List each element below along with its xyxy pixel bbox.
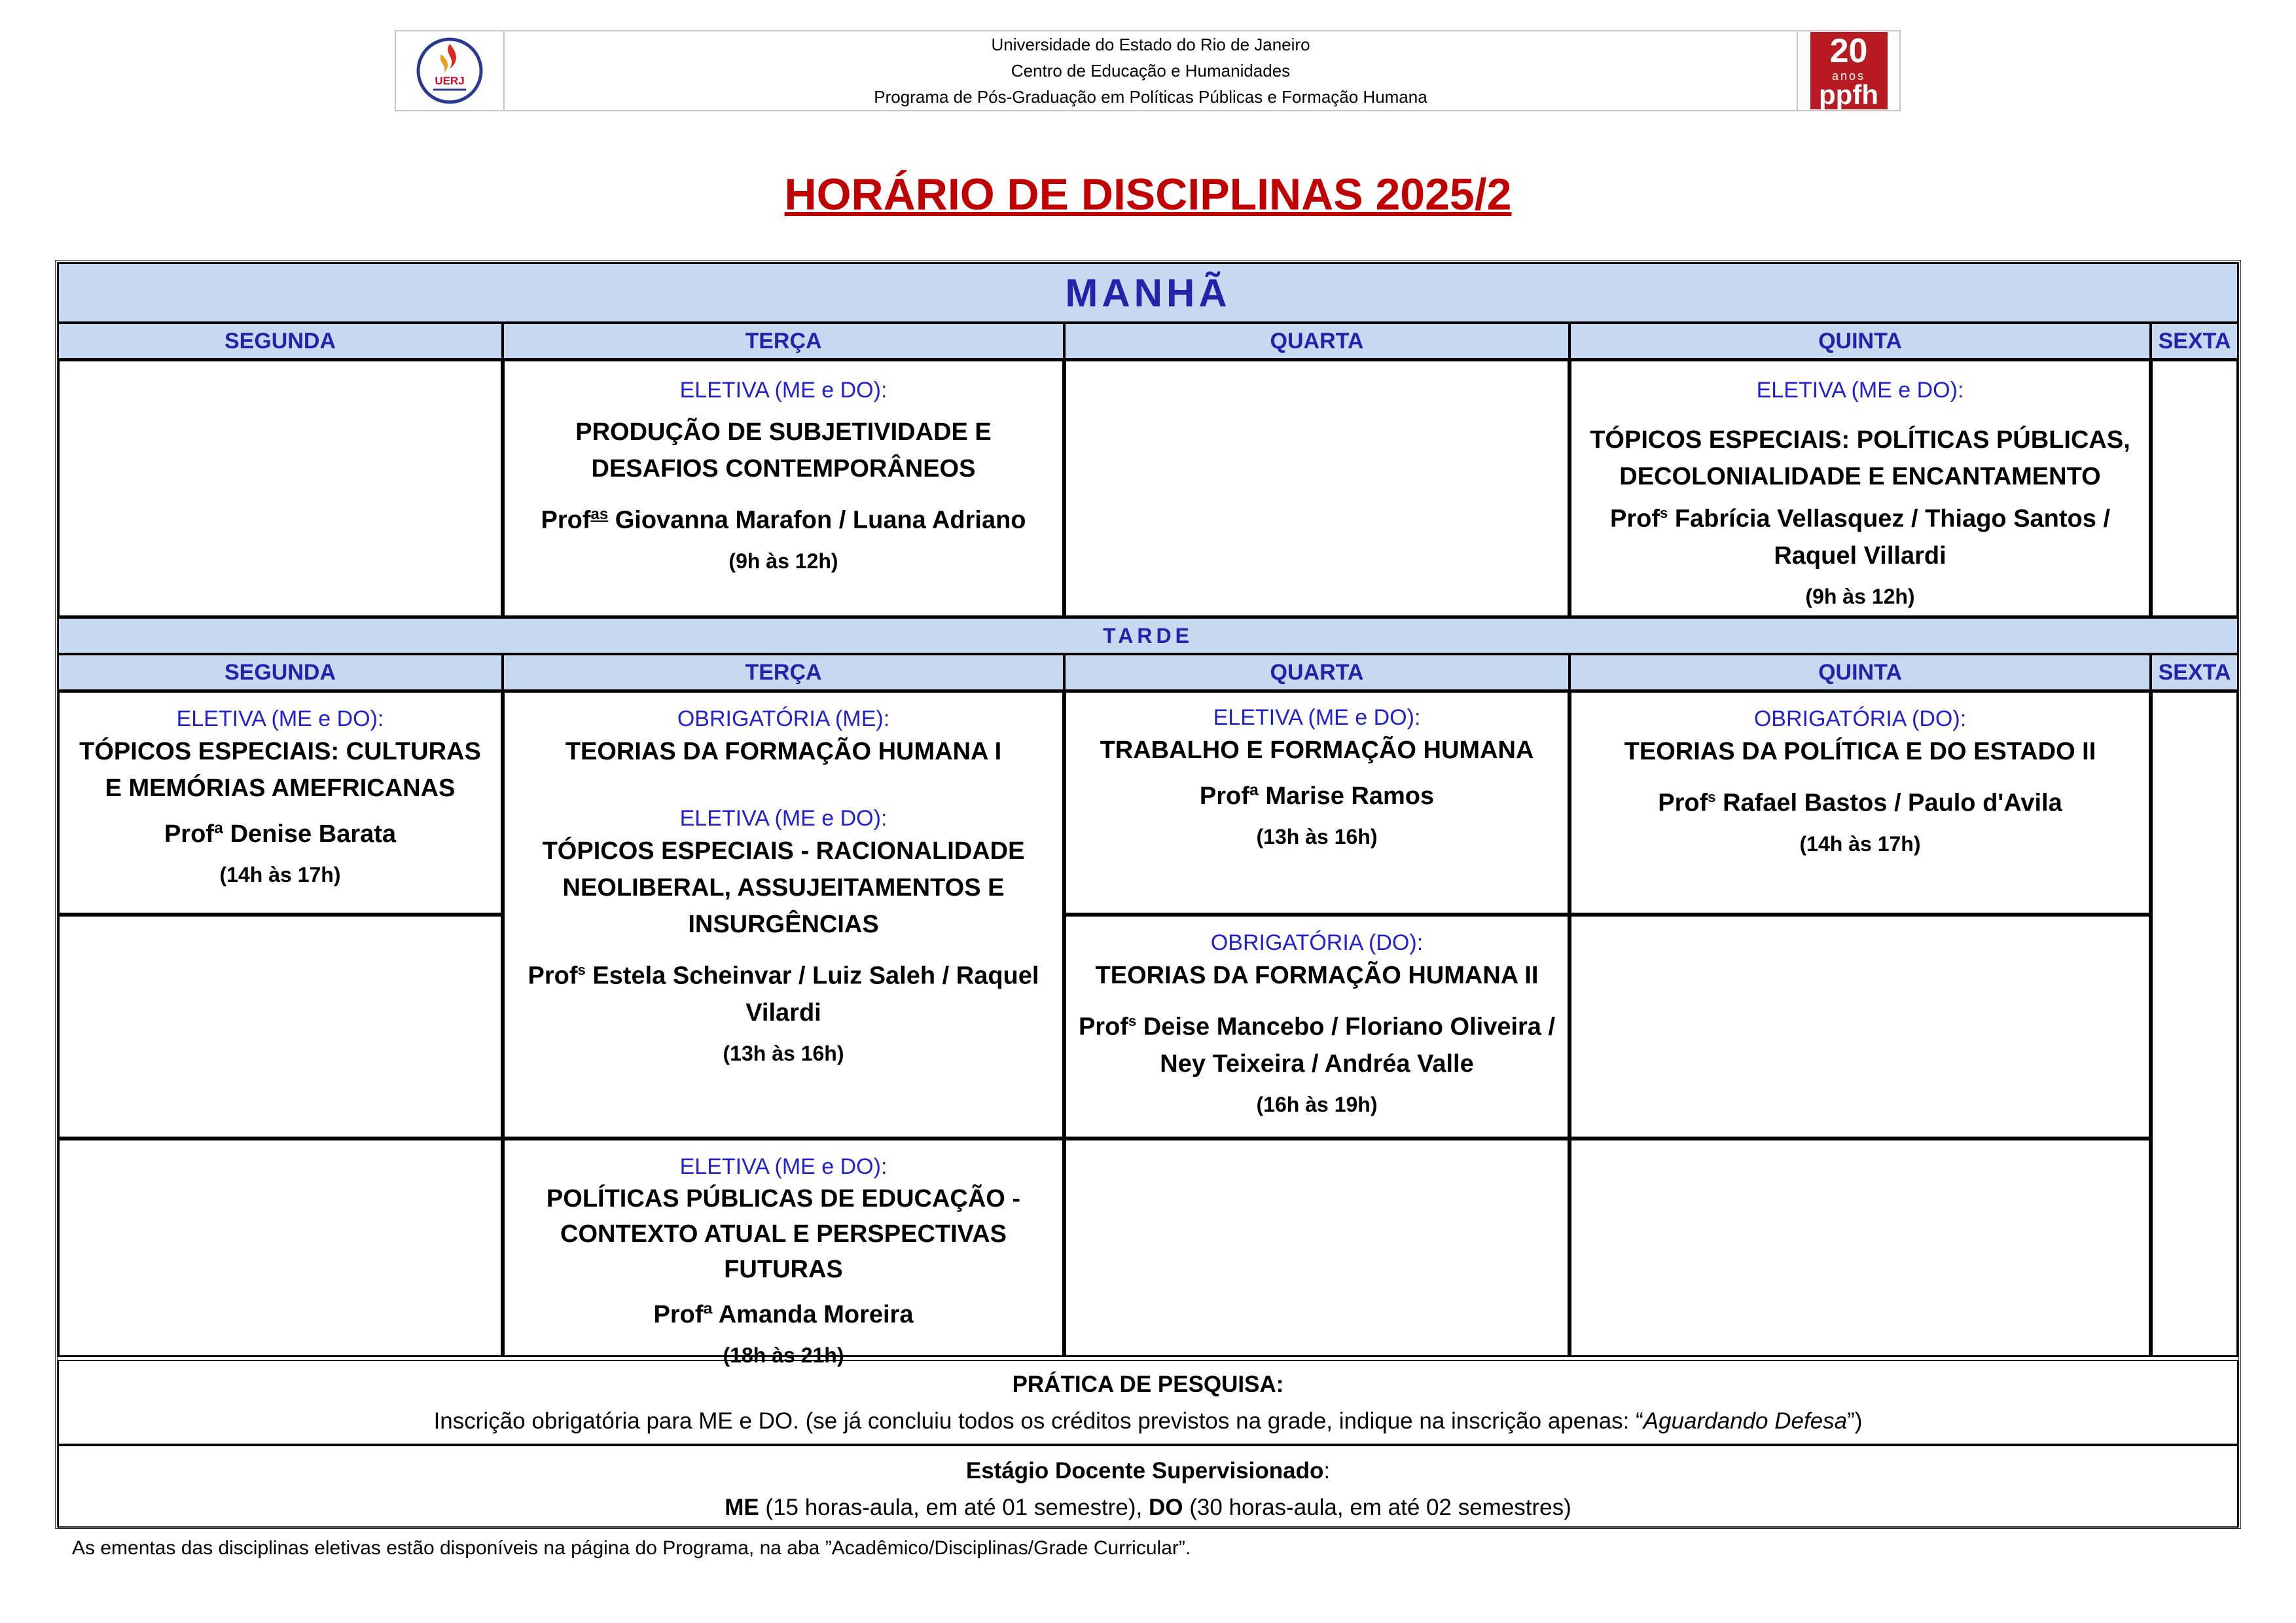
manha-segunda-cell bbox=[58, 359, 503, 617]
tarde-day-quinta: QUINTA bbox=[1570, 654, 2151, 691]
course-type-2: ELETIVA (ME e DO): bbox=[679, 806, 888, 831]
tarde-day-segunda: SEGUNDA bbox=[58, 654, 503, 691]
course-professors: Profª Denise Barata bbox=[164, 820, 397, 848]
course-title: POLÍTICAS PÚBLICAS DE EDUCAÇÃO - CONTEXTO ATUAL E PERSPECTIVAS FUTURAS bbox=[546, 1185, 1021, 1283]
center-name: Centro de Educação e Humanidades bbox=[1011, 61, 1291, 81]
pratica-text: Inscrição obrigatória para ME e DO. (se já concluiu todos os créditos previstos na grade, indique na inscrição apenas: “Aguardando Defesa”) bbox=[433, 1408, 1863, 1434]
tarde-segunda-cell bbox=[58, 691, 503, 915]
course-professors: Profª Amanda Moreira bbox=[653, 1301, 914, 1328]
manha-terca-cell bbox=[503, 359, 1064, 617]
course-professors: Prof$^{as}$ Giovanna Marafon / Luana Adriano bbox=[541, 505, 1026, 534]
tarde-segunda-empty-2 bbox=[58, 915, 503, 1139]
course-hours: (18h às 21h) bbox=[723, 1343, 844, 1367]
manha-day-segunda: SEGUNDA bbox=[58, 323, 503, 359]
course-title: PRODUÇÃO DE SUBJETIVIDADE E DESAFIOS CONTEMPORÂNEOS bbox=[575, 418, 992, 483]
ppfh-anos: anos bbox=[1831, 69, 1866, 82]
estagio-title: Estágio Docente Supervisionado: bbox=[965, 1458, 1331, 1484]
manha-day-terca: TERÇA bbox=[503, 323, 1064, 359]
tarde-quinta-empty-2 bbox=[1570, 915, 2151, 1139]
course-professors: Prof$^s$ Deise Mancebo / Floriano Oliveira / Ney Teixeira / Andréa Valle bbox=[1078, 1013, 1556, 1078]
tarde-quinta-empty-3 bbox=[1570, 1139, 2151, 1357]
pratica-title: PRÁTICA DE PESQUISA: bbox=[1012, 1372, 1284, 1397]
footnote: As ementas das disciplinas eletivas estão disponíveis na página do Programa, na aba ”Acadêmico/Disciplinas/Grade Curricular”. bbox=[72, 1537, 1191, 1559]
course-professors: Profª Marise Ramos bbox=[1199, 782, 1435, 810]
tarde-terca-cell-2 bbox=[503, 1139, 1064, 1367]
tarde-quarta-empty-3 bbox=[1064, 1139, 1570, 1357]
course-title: TÓPICOS ESPECIAIS: POLÍTICAS PÚBLICAS, DECOLONIALIDADE E ENCANTAMENTO bbox=[1590, 426, 2130, 490]
course-type: ELETIVA (ME e DO): bbox=[1756, 378, 1964, 403]
course-title: TEORIAS DA FORMAÇÃO HUMANA II bbox=[1095, 962, 1539, 989]
ppfh-number: 20 bbox=[1829, 32, 1868, 70]
course-hours: (14h às 17h) bbox=[219, 863, 341, 886]
course-type: OBRIGATÓRIA (DO): bbox=[1210, 930, 1424, 955]
course-title-2: TÓPICOS ESPECIAIS - RACIONALIDADE NEOLIBERAL, ASSUJEITAMENTOS E INSURGÊNCIAS bbox=[542, 837, 1025, 938]
university-name: Universidade do Estado do Rio de Janeiro bbox=[991, 35, 1310, 54]
tarde-quinta-cell-1 bbox=[1570, 691, 2151, 915]
manha-quarta-cell bbox=[1064, 359, 1570, 617]
manha-day-quarta: QUARTA bbox=[1064, 323, 1570, 359]
ppfh-20-anos-badge bbox=[1810, 32, 1888, 109]
uerj-logo bbox=[396, 31, 505, 110]
course-hours: (9h às 12h) bbox=[1805, 584, 1915, 608]
course-type: OBRIGATÓRIA (DO): bbox=[1753, 706, 1967, 731]
course-type: ELETIVA (ME e DO): bbox=[679, 378, 888, 403]
uerj-emblem-icon bbox=[414, 35, 486, 107]
course-type: ELETIVA (ME e DO): bbox=[679, 1154, 888, 1179]
tarde-day-terca: TERÇA bbox=[503, 654, 1064, 691]
tarde-quarta-cell-1 bbox=[1064, 691, 1570, 915]
course-hours: (16h às 19h) bbox=[1256, 1092, 1378, 1116]
manha-day-quinta: QUINTA bbox=[1570, 323, 2151, 359]
institution-text bbox=[505, 31, 1797, 110]
course-hours: (14h às 17h) bbox=[1799, 831, 1921, 856]
pratica-pesquisa-box bbox=[58, 1360, 2238, 1445]
tarde-day-quarta: QUARTA bbox=[1064, 654, 1570, 691]
course-professors: Prof$^s$ Fabrícia Vellasquez / Thiago Santos / Raquel Villardi bbox=[1610, 505, 2110, 570]
course-professors: Prof$^s$ Rafael Bastos / Paulo d'Avila bbox=[1658, 789, 2062, 817]
course-type: OBRIGATÓRIA (ME): bbox=[677, 706, 890, 731]
course-hours: (9h às 12h) bbox=[728, 549, 838, 573]
tarde-quarta-cell-2 bbox=[1064, 915, 1570, 1139]
tarde-segunda-empty-3 bbox=[58, 1139, 503, 1357]
course-title: TEORIAS DA FORMAÇÃO HUMANA I bbox=[565, 738, 1002, 765]
course-type: ELETIVA (ME e DO): bbox=[1213, 705, 1421, 730]
course-title: TÓPICOS ESPECIAIS: CULTURAS E MEMÓRIAS AMEFRICANAS bbox=[79, 738, 481, 802]
manha-sexta-cell bbox=[2151, 359, 2238, 617]
tarde-terca-cell-1 bbox=[503, 691, 1064, 1139]
institution-header bbox=[395, 30, 1901, 111]
estagio-text: ME (15 horas-aula, em até 01 semestre), DO (30 horas-aula, em até 02 semestres) bbox=[725, 1495, 1571, 1520]
tarde-band: TARDE bbox=[58, 617, 2238, 654]
estagio-docente-box bbox=[58, 1445, 2238, 1529]
ppfh-name: ppfh bbox=[1819, 79, 1878, 110]
manha-quinta-cell bbox=[1570, 359, 2151, 617]
course-hours: (13h às 16h) bbox=[1256, 825, 1378, 848]
program-name: Programa de Pós-Graduação em Políticas Públicas e Formação Humana bbox=[874, 87, 1427, 107]
tarde-sexta-cell bbox=[2151, 691, 2238, 1357]
page-title: HORÁRIO DE DISCIPLINAS 2025/2 bbox=[784, 170, 1512, 219]
tarde-day-sexta: SEXTA bbox=[2151, 654, 2238, 691]
course-professors: Prof$^s$ Estela Scheinvar / Luiz Saleh / Raquel Vilardi bbox=[528, 962, 1039, 1027]
schedule-table bbox=[55, 260, 2241, 1529]
course-hours: (13h às 16h) bbox=[723, 1041, 844, 1065]
uerj-logo-text: UERJ bbox=[435, 75, 465, 87]
ppfh-logo bbox=[1797, 31, 1899, 110]
course-title: TRABALHO E FORMAÇÃO HUMANA bbox=[1100, 737, 1534, 764]
course-title: TEORIAS DA POLÍTICA E DO ESTADO II bbox=[1624, 738, 2096, 765]
course-type: ELETIVA (ME e DO): bbox=[176, 706, 384, 731]
manha-day-sexta: SEXTA bbox=[2151, 323, 2238, 359]
manha-band: MANHÃ bbox=[58, 263, 2238, 323]
